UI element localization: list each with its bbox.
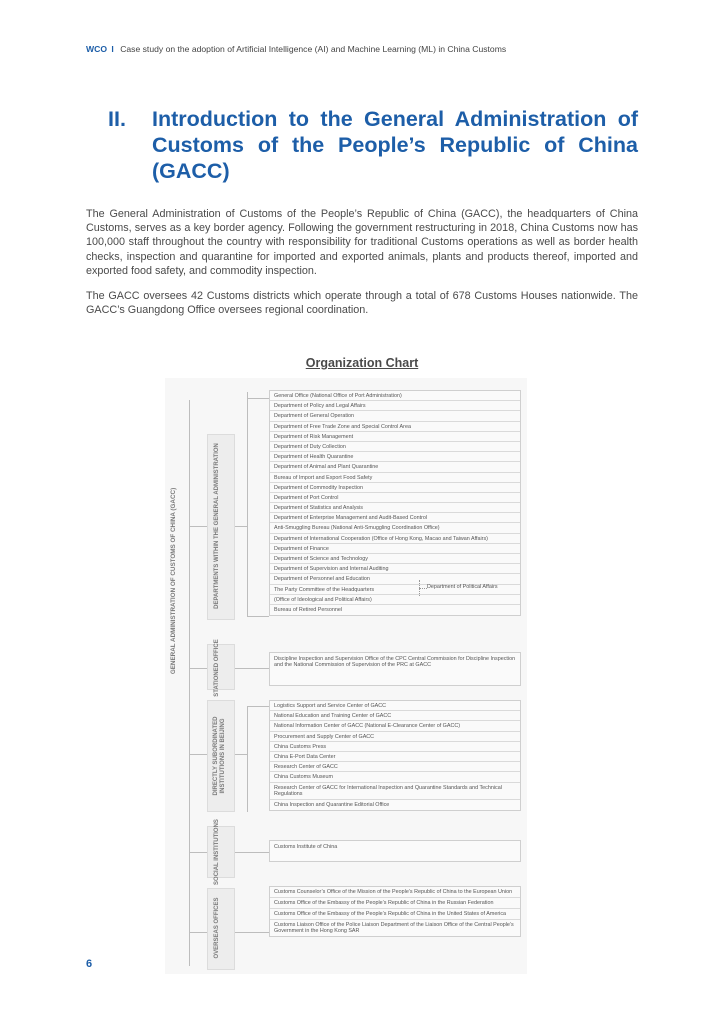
dept-row: Department of Personnel and Education bbox=[270, 574, 520, 584]
institutions-list bbox=[269, 700, 521, 811]
departments-link bbox=[235, 526, 247, 527]
overseas-link bbox=[235, 932, 269, 933]
category-departments-label: DEPARTMENTS WITHIN THE GENERAL ADMINISTRATION bbox=[214, 443, 220, 609]
dept-row: The Party Committee of the Headquarters bbox=[270, 585, 520, 595]
chart-title: Organization Chart bbox=[305, 356, 419, 370]
social-link bbox=[235, 852, 269, 853]
institution-row: National Information Center of GACC (National E-Clearance Center of GACC) bbox=[270, 721, 520, 731]
dept-row: Department of Enterprise Management and Audit-Based Control bbox=[270, 513, 520, 523]
category-institutions-label: DIRECTLY SUBORDINATED INSTITUTIONS IN BEIJING bbox=[213, 716, 226, 796]
root-branch-3 bbox=[189, 754, 207, 755]
category-social-label: SOCIAL INSTITUTIONS bbox=[214, 819, 220, 885]
institution-row: National Education and Training Center of GACC bbox=[270, 711, 520, 721]
header-org: WCO bbox=[86, 44, 108, 54]
running-header bbox=[86, 44, 506, 54]
dept-row: Department of Statistics and Analysis bbox=[270, 503, 520, 513]
dept-row: Department of Supervision and Internal Auditing bbox=[270, 564, 520, 574]
departments-connector bbox=[247, 392, 248, 616]
institution-row: Research Center of GACC for International Inspection and Quarantine Standards and Technical Regulations bbox=[270, 783, 520, 800]
overseas-row: Customs Counselor’s Office of the Mission of the People’s Republic of China to the European Union bbox=[270, 887, 520, 898]
departments-top-link bbox=[247, 398, 269, 399]
dept-row: Department of Risk Management bbox=[270, 432, 520, 442]
organization-chart bbox=[165, 378, 527, 974]
section-number: II. bbox=[108, 107, 126, 131]
stationed-office-text: Discipline Inspection and Supervision Office of the CPC Central Commission for Discipline Inspection and the National Commission of Supervision of the PRC at GACC bbox=[274, 656, 516, 669]
dept-row: Department of Policy and Legal Affairs bbox=[270, 401, 520, 411]
institutions-link bbox=[235, 754, 247, 755]
category-stationed-label: STATIONED OFFICE bbox=[214, 639, 220, 697]
dept-row: Bureau of Import and Export Food Safety bbox=[270, 473, 520, 483]
dept-row: Bureau of Retired Personnel bbox=[274, 606, 343, 613]
overseas-row: Customs Office of the Embassy of the People’s Republic of China in the United States of America bbox=[270, 909, 520, 920]
dept-row: Department of Animal and Plant Quarantine bbox=[270, 462, 520, 472]
institution-row: China Inspection and Quarantine Editorial Office bbox=[274, 801, 390, 808]
political-affairs-label: Department of Political Affairs bbox=[427, 584, 498, 590]
dept-row: Department of International Cooperation (Office of Hong Kong, Macao and Taiwan Affairs) bbox=[270, 534, 520, 544]
page-number: 6 bbox=[86, 958, 93, 970]
stationed-link bbox=[235, 668, 269, 669]
root-spine bbox=[189, 400, 190, 966]
institutions-top-link bbox=[247, 706, 269, 707]
dept-row: Department of Port Control bbox=[270, 493, 520, 503]
institution-row: China Customs Press bbox=[270, 742, 520, 752]
institution-row: China Customs Museum bbox=[270, 772, 520, 782]
root-label: GENERAL ADMINISTRATION OF CUSTOMS OF CHINA (GACC) bbox=[170, 487, 177, 675]
dept-row: Department of Commodity Inspection bbox=[270, 483, 520, 493]
category-overseas-label: OVERSEAS OFFICES bbox=[214, 897, 220, 959]
dept-row: Department of Health Quarantine bbox=[270, 452, 520, 462]
institution-row: Procurement and Supply Center of GACC bbox=[270, 732, 520, 742]
overseas-row: Customs Liaison Office of the Police Liaison Department of the Liaison Office of the Central People’s Government in the Hong Kong SAR bbox=[274, 921, 514, 935]
dept-row: (Office of Ideological and Political Affairs) bbox=[270, 595, 520, 605]
section-title: Introduction to the General Administration of Customs of the People’s Republic of China (GACC) bbox=[152, 107, 638, 183]
dept-row: Anti-Smuggling Bureau (National Anti-Smuggling Coordination Office) bbox=[270, 523, 520, 533]
header-title: Case study on the adoption of Artificial Intelligence (AI) and Machine Learning (ML) in China Customs bbox=[120, 44, 507, 54]
social-institution-box bbox=[269, 840, 521, 862]
dept-row: Department of Free Trade Zone and Special Control Area bbox=[270, 422, 520, 432]
dept-row: General Office (National Office of Port Administration) bbox=[270, 391, 520, 401]
header-separator: I bbox=[111, 44, 114, 54]
root-branch-5 bbox=[189, 932, 207, 933]
dept-row: Department of Science and Technology bbox=[270, 554, 520, 564]
departments-list bbox=[269, 390, 521, 616]
departments-bottom-link bbox=[247, 616, 269, 617]
institutions-connector bbox=[247, 706, 248, 812]
overseas-list bbox=[269, 886, 521, 937]
dept-row: Department of Duty Collection bbox=[270, 442, 520, 452]
paragraph-districts: The GACC oversees 42 Customs districts which operate through a total of 678 Customs Houses nationwide. The GACC’s Guangdong Office oversees regional coordination. bbox=[86, 290, 638, 317]
overseas-row: Customs Office of the Embassy of the People’s Republic of China in the Russian Federation bbox=[270, 898, 520, 909]
root-branch-4 bbox=[189, 852, 207, 853]
dept-row: Department of General Operation bbox=[270, 411, 520, 421]
root-branch-2 bbox=[189, 668, 207, 669]
institution-row: Research Center of GACC bbox=[270, 762, 520, 772]
institution-row: Logistics Support and Service Center of GACC bbox=[270, 701, 520, 711]
institution-row: China E-Port Data Center bbox=[270, 752, 520, 762]
dept-row: Department of Finance bbox=[270, 544, 520, 554]
paragraph-intro: The General Administration of Customs of the People’s Republic of China (GACC), the headquarters of China Customs, serves as a key border agency. Following the government restructuring in 2018, China Customs now has 100,000 staff throughout the country with responsibility for traditional Customs operations as well as border health checks, inspection and quarantine for imported and exported animals, plants and products thereof, imported and exported food safety, and commodity inspection. bbox=[86, 208, 638, 277]
political-affairs-line bbox=[419, 588, 427, 589]
stationed-office-box bbox=[269, 652, 521, 686]
social-institution-text: Customs Institute of China bbox=[274, 844, 338, 850]
root-branch-1 bbox=[189, 526, 207, 527]
